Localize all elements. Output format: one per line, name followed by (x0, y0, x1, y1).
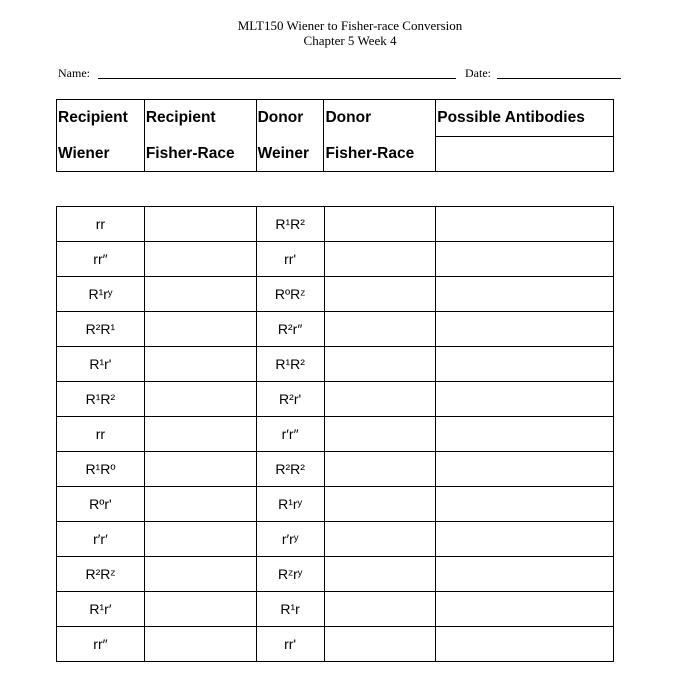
date-field[interactable] (497, 78, 621, 79)
donor-wiener-cell: R¹R² (256, 347, 324, 382)
header-table (56, 99, 614, 172)
recipient-fisher-race-input[interactable] (144, 627, 256, 662)
possible-antibodies-input[interactable] (436, 312, 614, 347)
donor-wiener-cell: R²r″ (256, 312, 324, 347)
table-row (57, 487, 614, 522)
recipient-wiener-cell: R¹R² (57, 382, 145, 417)
donor-fisher-race-input[interactable] (324, 382, 436, 417)
possible-antibodies-input[interactable] (436, 487, 614, 522)
donor-wiener-cell: rr' (256, 627, 324, 662)
table-row (57, 592, 614, 627)
table-row (57, 277, 614, 312)
recipient-wiener-cell: rr (57, 207, 145, 242)
recipient-fisher-race-input[interactable] (144, 277, 256, 312)
table-row (57, 557, 614, 592)
donor-wiener-cell: r′r″ (256, 417, 324, 452)
donor-fisher-race-input[interactable] (324, 627, 436, 662)
donor-fisher-race-input[interactable] (324, 522, 436, 557)
recipient-wiener-cell: Rºr' (57, 487, 145, 522)
table-row (57, 522, 614, 557)
table-row (57, 417, 614, 452)
header-row-2 (57, 137, 614, 172)
donor-fisher-race-input[interactable] (324, 452, 436, 487)
name-field[interactable] (98, 78, 456, 79)
recipient-fisher-race-input[interactable] (144, 487, 256, 522)
worksheet-title: MLT150 Wiener to Fisher-race Conversion (237, 18, 463, 33)
header-donor: Donor (324, 100, 436, 137)
recipient-fisher-race-input[interactable] (144, 417, 256, 452)
possible-antibodies-input[interactable] (436, 207, 614, 242)
table-row (57, 627, 614, 662)
table-row (57, 452, 614, 487)
donor-wiener-cell: R¹R² (256, 207, 324, 242)
header-fisher-race: Fisher-Race (144, 137, 256, 172)
donor-wiener-cell: R¹rʸ (256, 487, 324, 522)
possible-antibodies-input[interactable] (436, 522, 614, 557)
recipient-wiener-cell: R¹rʸ (57, 277, 145, 312)
recipient-fisher-race-input[interactable] (144, 522, 256, 557)
donor-wiener-cell: Rᶻrʸ (256, 557, 324, 592)
possible-antibodies-input[interactable] (436, 627, 614, 662)
possible-antibodies-input[interactable] (436, 277, 614, 312)
recipient-fisher-race-input[interactable] (144, 557, 256, 592)
possible-antibodies-input[interactable] (436, 452, 614, 487)
donor-wiener-cell: R²R² (256, 452, 324, 487)
recipient-wiener-cell: R¹r′ (57, 592, 145, 627)
donor-fisher-race-input[interactable] (324, 347, 436, 382)
donor-fisher-race-input[interactable] (324, 312, 436, 347)
donor-fisher-race-input[interactable] (324, 242, 436, 277)
recipient-fisher-race-input[interactable] (144, 207, 256, 242)
header-donor: Donor (256, 100, 324, 137)
header-recipient: Recipient (144, 100, 256, 137)
date-label: Date: (465, 66, 491, 80)
recipient-wiener-cell: R¹Rº (57, 452, 145, 487)
recipient-wiener-cell: r′r′ (57, 522, 145, 557)
table-row (57, 207, 614, 242)
recipient-fisher-race-input[interactable] (144, 312, 256, 347)
possible-antibodies-input[interactable] (436, 347, 614, 382)
possible-antibodies-input[interactable] (436, 557, 614, 592)
recipient-fisher-race-input[interactable] (144, 242, 256, 277)
recipient-fisher-race-input[interactable] (144, 382, 256, 417)
recipient-wiener-cell: R¹r' (57, 347, 145, 382)
possible-antibodies-input[interactable] (436, 382, 614, 417)
donor-wiener-cell: R²r' (256, 382, 324, 417)
name-label: Name: (58, 66, 90, 80)
possible-antibodies-input[interactable] (436, 242, 614, 277)
worksheet-subtitle: Chapter 5 Week 4 (303, 33, 397, 48)
recipient-wiener-cell: rr″ (57, 627, 145, 662)
donor-wiener-cell: r′rʸ (256, 522, 324, 557)
recipient-wiener-cell: R²R¹ (57, 312, 145, 347)
donor-wiener-cell: R¹r (256, 592, 324, 627)
header-empty-cell (436, 137, 614, 172)
header-weiner: Weiner (256, 137, 324, 172)
table-row (57, 242, 614, 277)
donor-fisher-race-input[interactable] (324, 277, 436, 312)
header-wiener: Wiener (57, 137, 145, 172)
donor-fisher-race-input[interactable] (324, 207, 436, 242)
recipient-wiener-cell: R²Rᶻ (57, 557, 145, 592)
recipient-wiener-cell: rr″ (57, 242, 145, 277)
possible-antibodies-input[interactable] (436, 592, 614, 627)
donor-fisher-race-input[interactable] (324, 487, 436, 522)
recipient-fisher-race-input[interactable] (144, 452, 256, 487)
donor-wiener-cell: rr' (256, 242, 324, 277)
donor-fisher-race-input[interactable] (324, 557, 436, 592)
header-possible-antibodies: Possible Antibodies (436, 100, 614, 137)
recipient-fisher-race-input[interactable] (144, 592, 256, 627)
possible-antibodies-input[interactable] (436, 417, 614, 452)
table-row (57, 347, 614, 382)
header-fisher-race: Fisher-Race (324, 137, 436, 172)
table-row (57, 382, 614, 417)
donor-fisher-race-input[interactable] (324, 417, 436, 452)
donor-wiener-cell: RºRᶻ (256, 277, 324, 312)
recipient-fisher-race-input[interactable] (144, 347, 256, 382)
conversion-table (56, 206, 614, 662)
table-row (57, 312, 614, 347)
header-row-1 (57, 100, 614, 137)
header-recipient: Recipient (57, 100, 145, 137)
recipient-wiener-cell: rr (57, 417, 145, 452)
donor-fisher-race-input[interactable] (324, 592, 436, 627)
